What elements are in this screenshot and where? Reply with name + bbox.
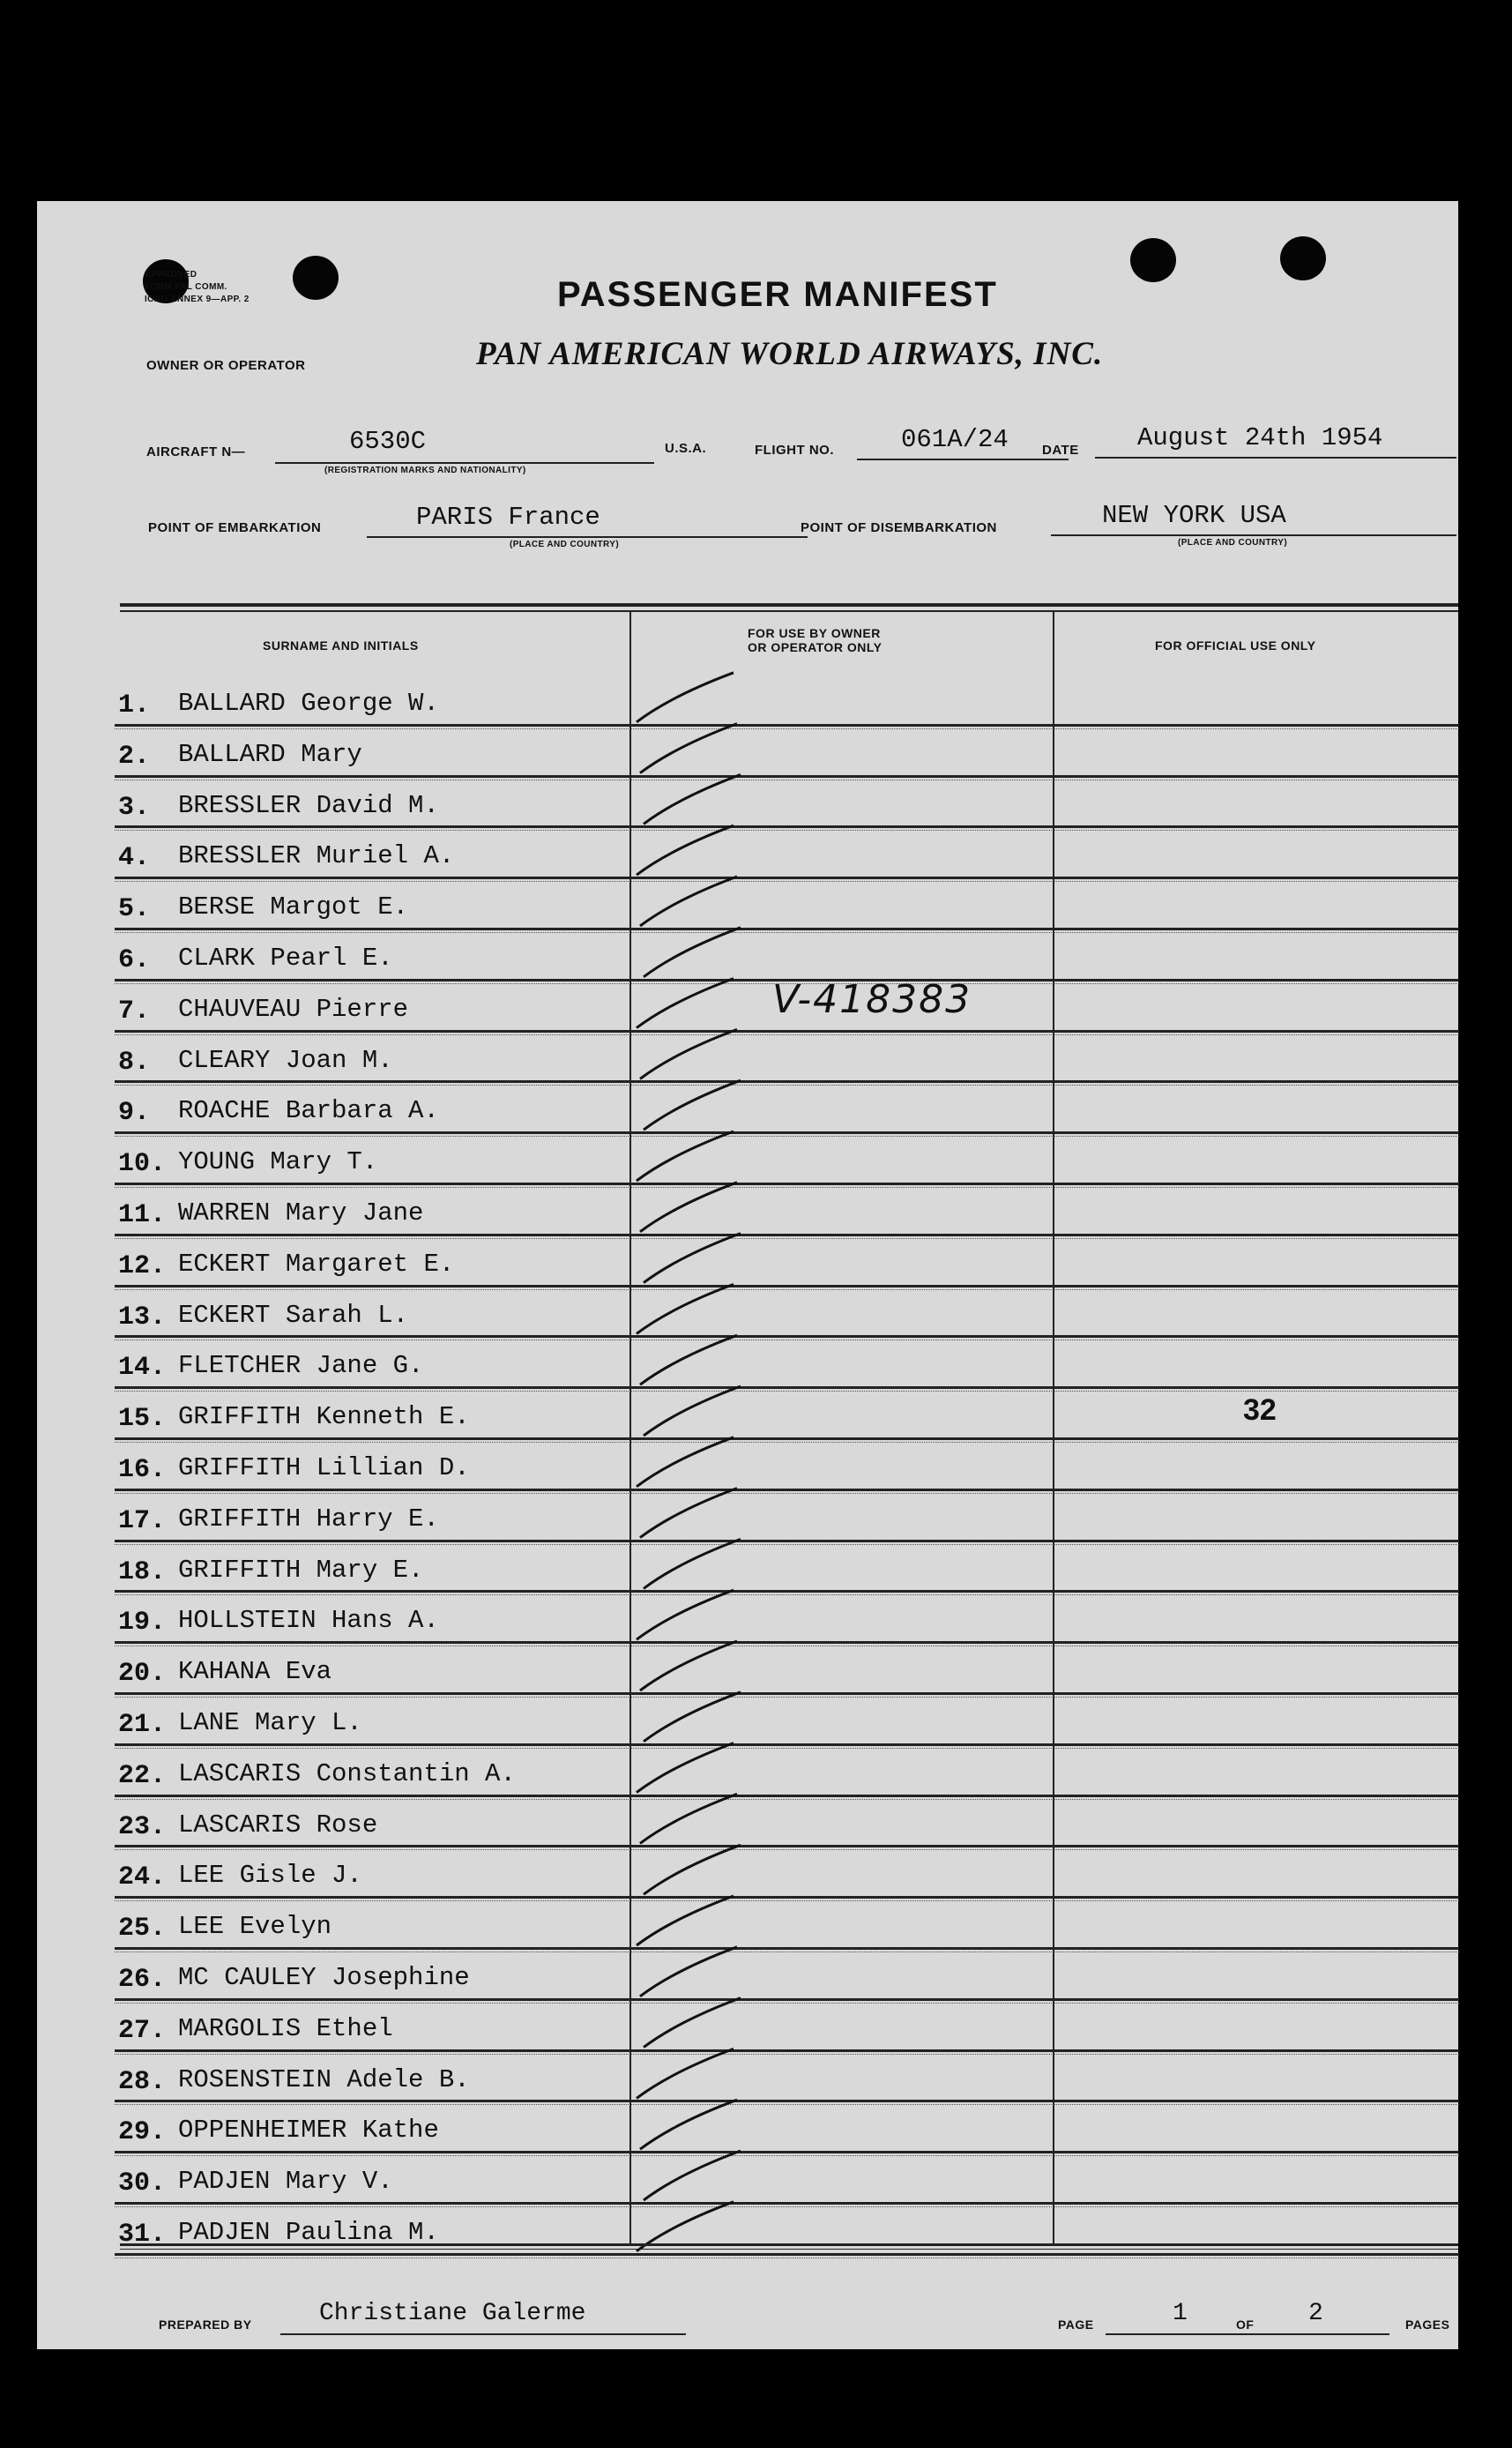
passenger-name: PADJEN Paulina M.	[178, 2218, 439, 2247]
passenger-number: 21.	[118, 1710, 167, 1740]
check-mark	[637, 1437, 734, 1487]
passenger-number: 1.	[118, 690, 151, 720]
passenger-number: 29.	[118, 2117, 167, 2148]
check-mark	[637, 673, 734, 722]
check-mark	[637, 1590, 734, 1639]
table-bottom-rule-2	[120, 2249, 1458, 2250]
passenger-number: 16.	[118, 1455, 167, 1485]
passenger-name: LASCARIS Constantin A.	[178, 1758, 516, 1788]
page-label: PAGE	[1058, 2317, 1094, 2332]
operator-name: PAN AMERICAN WORLD AIRWAYS, INC.	[476, 336, 1104, 372]
prepared-by-label: PREPARED BY	[159, 2317, 252, 2332]
passenger-number: 9.	[118, 1098, 151, 1129]
passenger-name: BRESSLER David M.	[178, 790, 439, 820]
disembarkation-sublabel: (PLACE AND COUNTRY)	[1178, 538, 1288, 548]
check-mark	[637, 2049, 734, 2098]
prepared-by-value: Christiane Galerme	[319, 2300, 586, 2327]
disembarkation-label: POINT OF DISEMBARKATION	[801, 520, 997, 535]
aircraft-sublabel: (REGISTRATION MARKS AND NATIONALITY)	[324, 466, 526, 475]
passenger-number: 6.	[118, 945, 151, 975]
passenger-number: 4.	[118, 843, 151, 874]
passenger-name: BERSE Margot E.	[178, 892, 409, 922]
check-mark	[637, 979, 734, 1028]
passenger-name: BALLARD Mary	[178, 739, 362, 769]
passenger-number: 28.	[118, 2066, 167, 2097]
column-header-owner-1: FOR USE BY OWNER	[748, 626, 881, 640]
pages-label: PAGES	[1405, 2317, 1450, 2332]
passenger-number: 13.	[118, 1302, 167, 1332]
passenger-name: LEE Evelyn	[178, 1912, 332, 1942]
check-mark	[637, 1743, 734, 1793]
passenger-number: 25.	[118, 1914, 167, 1944]
check-mark	[644, 2151, 741, 2200]
passenger-name: YOUNG Mary T.	[178, 1147, 378, 1177]
passenger-number: 30.	[118, 2168, 167, 2199]
check-mark	[640, 877, 737, 926]
check-mark	[640, 1183, 737, 1232]
check-mark	[644, 1998, 741, 2048]
check-mark	[644, 1845, 741, 1894]
date-label: DATE	[1042, 443, 1079, 458]
passenger-number: 3.	[118, 792, 151, 823]
passenger-number: 11.	[118, 1200, 167, 1230]
manifest-sheet	[37, 201, 1458, 2349]
column-header-official: FOR OFFICIAL USE ONLY	[1155, 638, 1316, 653]
passenger-name: ROACHE Barbara A.	[178, 1096, 439, 1126]
passenger-name: KAHANA Eva	[178, 1657, 332, 1687]
passenger-name: PADJEN Mary V.	[178, 2167, 393, 2197]
passenger-name: MC CAULEY Josephine	[178, 1963, 470, 1992]
embarkation-value: PARIS France	[416, 503, 600, 532]
passenger-name: LASCARIS Rose	[178, 1810, 378, 1840]
passenger-name: LANE Mary L.	[178, 1708, 362, 1737]
check-mark	[644, 1234, 741, 1283]
check-mark	[644, 774, 741, 824]
passenger-number: 8.	[118, 1047, 151, 1078]
flight-label: FLIGHT NO.	[755, 443, 834, 458]
passenger-name: OPPENHEIMER Kathe	[178, 2116, 439, 2146]
check-mark	[637, 1896, 734, 1945]
check-mark	[640, 1947, 737, 1996]
page-underline	[1106, 2333, 1282, 2335]
passenger-name: BRESSLER Muriel A.	[178, 841, 455, 871]
check-mark	[637, 1131, 734, 1181]
check-mark	[644, 928, 741, 977]
passenger-number: 22.	[118, 1760, 167, 1791]
table-bottom-rule	[120, 2243, 1458, 2246]
passenger-name: GRIFFITH Harry E.	[178, 1504, 439, 1534]
check-mark	[637, 1284, 734, 1333]
visa-note: V-418383	[772, 977, 972, 1022]
passenger-number: 24.	[118, 1862, 167, 1893]
page-title: PASSENGER MANIFEST	[557, 275, 998, 314]
passenger-name: CLARK Pearl E.	[178, 944, 393, 973]
passenger-name: FLETCHER Jane G.	[178, 1351, 424, 1381]
check-mark	[640, 1489, 737, 1538]
passenger-name: GRIFFITH Mary E.	[178, 1555, 424, 1585]
passenger-name: CHAUVEAU Pierre	[178, 994, 409, 1024]
passenger-number: 15.	[118, 1404, 167, 1435]
passenger-number: 7.	[118, 996, 151, 1026]
aircraft-label: AIRCRAFT N—	[146, 444, 246, 459]
approval-line-3: ICAO ANNEX 9—APP. 2	[145, 295, 250, 304]
date-value: August 24th 1954	[1137, 423, 1383, 452]
passenger-name: MARGOLIS Ethel	[178, 2013, 393, 2043]
passenger-name: GRIFFITH Kenneth E.	[178, 1402, 470, 1432]
official-count: 32	[1243, 1393, 1277, 1427]
passenger-name: ROSENSTEIN Adele B.	[178, 2064, 470, 2094]
passenger-name: GRIFFITH Lillian D.	[178, 1453, 470, 1482]
column-header-names: SURNAME AND INITIALS	[263, 638, 419, 653]
check-mark	[640, 1335, 737, 1384]
check-marks	[37, 201, 1458, 2349]
aircraft-value: 6530C	[349, 427, 427, 456]
passenger-number: 10.	[118, 1149, 167, 1180]
of-underline	[1266, 2333, 1389, 2335]
passenger-name: ECKERT Margaret E.	[178, 1249, 455, 1279]
passenger-number: 14.	[118, 1353, 167, 1384]
owner-label: OWNER OR OPERATOR	[146, 358, 306, 373]
usa-label: U.S.A.	[665, 441, 707, 456]
passenger-name: CLEARY Joan M.	[178, 1045, 393, 1075]
check-mark	[644, 1080, 741, 1130]
check-mark	[640, 1794, 737, 1843]
passenger-name: BALLARD George W.	[178, 689, 439, 718]
flight-value: 061A/24	[901, 425, 1009, 454]
passenger-name: ECKERT Sarah L.	[178, 1300, 409, 1330]
check-mark	[637, 825, 734, 875]
passenger-number: 19.	[118, 1608, 167, 1638]
passenger-name: LEE Gisle J.	[178, 1861, 362, 1891]
passenger-number: 26.	[118, 1965, 167, 1995]
check-mark	[644, 1692, 741, 1742]
disembarkation-value: NEW YORK USA	[1102, 501, 1286, 530]
passenger-number: 5.	[118, 894, 151, 925]
column-header-owner-2: OR OPERATOR ONLY	[748, 640, 883, 654]
check-mark	[640, 1029, 737, 1078]
passenger-number: 17.	[118, 1505, 167, 1536]
passenger-number: 31.	[118, 2220, 167, 2250]
prepared-by-underline	[280, 2333, 686, 2335]
passenger-number: 18.	[118, 1556, 167, 1587]
passenger-name: WARREN Mary Jane	[178, 1198, 424, 1228]
approval-line-2: FORM FAL COMM.	[145, 282, 227, 292]
page-value: 1	[1173, 2300, 1188, 2327]
passenger-number: 23.	[118, 1811, 167, 1842]
embarkation-label: POINT OF EMBARKATION	[148, 520, 322, 535]
approval-line-1: APPROVED	[145, 270, 197, 280]
passenger-number: 27.	[118, 2015, 167, 2046]
embarkation-sublabel: (PLACE AND COUNTRY)	[510, 540, 620, 549]
passenger-number: 2.	[118, 741, 151, 772]
check-mark	[644, 1386, 741, 1436]
of-label: OF	[1236, 2317, 1255, 2332]
check-mark	[640, 1641, 737, 1690]
passenger-number: 12.	[118, 1250, 167, 1281]
of-value: 2	[1308, 2300, 1323, 2327]
check-mark	[640, 2100, 737, 2149]
check-mark	[644, 1539, 741, 1588]
passenger-number: 20.	[118, 1659, 167, 1690]
passenger-name: HOLLSTEIN Hans A.	[178, 1606, 439, 1636]
check-mark	[640, 724, 737, 773]
